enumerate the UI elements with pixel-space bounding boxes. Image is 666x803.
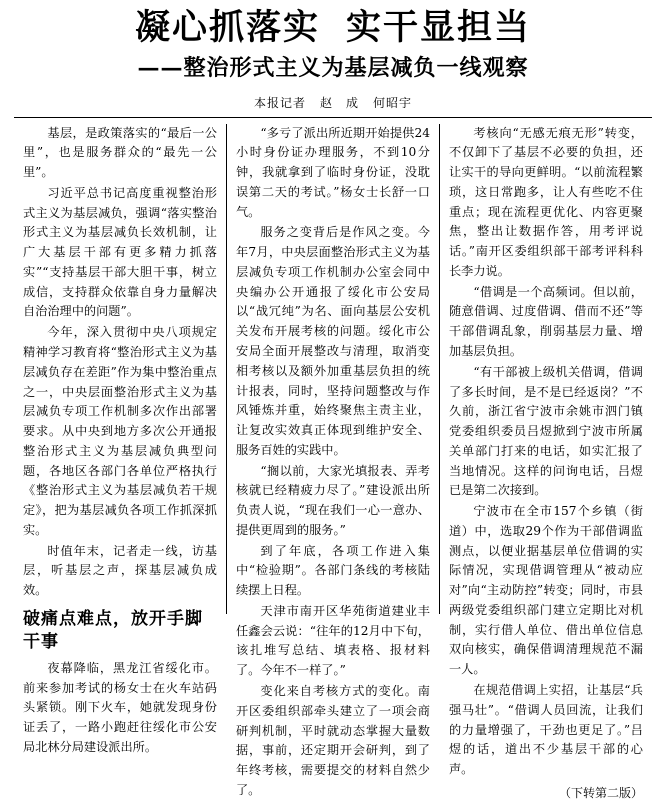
page-subheadline: ——整治形式主义为基层减负一线观察 <box>137 55 529 82</box>
paragraph: 今年，深入贯彻中央八项规定精神学习教育将“整治形式主义为基层减负存在差距”作为集中整治重点之一，中央层面整治形式主义为基层减负专项工作机制多次作出部署要求。从中央到地方多次公开通报整治形式主义为基层减负典型问题，各地区各部门各单位严格执行《整治形式主义为基层减负若干规定》，把为基层减负各项工作抓深抓实。 <box>23 325 217 537</box>
section-subheading: 破痛点难点，放开手脚干事 <box>23 608 203 652</box>
paragraph: 时值年末，记者走一线，访基层，听基层之声，探基层减负成效。 <box>23 543 217 598</box>
column-2 <box>226 124 439 797</box>
byline-author-1: 赵 成 <box>319 95 359 110</box>
paragraph: “搁以前，大家光填报表、弄考核就已经精疲力尽了。”建设派出所负责人说，“现在我们一心一意办、提供更周到的服务。” <box>236 463 430 537</box>
byline <box>14 94 652 111</box>
paragraph: 考核向“无感无痕无形”转变，不仅卸下了基层不必要的负担，还让实干的导向更鲜明。“以前流程繁琐，这日常跑多，让人有些吃不住重点；现在流程更优化、内容更聚焦，整出让数据作答，用考评说话。”南开区委组织部干部考评科科长李力说。 <box>449 125 643 278</box>
paragraph: 夜幕降临，黑龙江省绥化市。前来参加考试的杨女士在火车站码头紧锁。刚下火车，她就发现身份证丢了，一路小跑赶往绥化市公安局北林分局建设派出所。 <box>23 660 217 754</box>
paragraph: 服务之变背后是作风之变。今年7月，中央层面整治形式主义为基层减负专项工作机制办公室会同中央编办公开通报了绥化市公安局以“战冗纯”为名、面向基层公安机关发布开展考核的问题。绥化市公安局全面开展整改与清理，取消变相考核以及额外加重基层负担的统计报表，同时，坚持问题整改与作风锤炼并重，始终聚焦主责主业，让复改实效真正体现到维护安全、服务百姓的实践中。 <box>236 225 430 457</box>
header-divider <box>14 117 652 118</box>
paragraph: 天津市南开区华苑街道建业丰任鑫会云说：“往年的12月中下旬，该扎堆写总结、填表格、报材料了。今年不一样了。” <box>236 603 430 678</box>
paragraph: “有干部被上级机关借调，借调了多长时间，是不是已经返岗？”不久前，浙江省宁波市余姚市泗门镇党委组织委员吕煜掀到宁波市所属关单部门打来的电话，如实汇报了当地情况。这样的问询电话，吕煜已是第二次接到。 <box>449 364 643 498</box>
byline-author-2: 何昭宇 <box>373 95 413 110</box>
article-columns <box>14 124 652 800</box>
headline-part-2: 实干显担当 <box>346 7 532 48</box>
paragraph: 习近平总书记高度重视整治形式主义为基层减负，强调“落实整治形式主义为基层减负长效机制，让广大基层干部有更多精力抓落实”“支持基层干部大胆干事，树立成信，支持群众依靠自身力量解决自治治理中的问题”。 <box>23 185 217 319</box>
headline-part-1: 凝心抓落实 <box>134 7 320 48</box>
paragraph: 到了年底，各项工作进入集中“检验期”。各部门条线的考核陆续摆上日程。 <box>236 543 430 598</box>
paragraph: 变化来自考核方式的变化。南开区委组织部牵头建立了一项会商研判机制，平时就动态掌握大量数据，事前，还定期开会研判，到了年终考核，需要提交的材料自然少了。 <box>236 684 430 797</box>
column-1 <box>14 124 226 754</box>
byline-source: 本报记者 <box>253 95 306 110</box>
page-headline <box>14 8 652 47</box>
paragraph: 在规范借调上实招，让基层“兵强马壮”。“借调人员回流，让我们的力量增强了，干劲也更足了。”吕煜的话，道出不少基层干部的心声。 <box>449 683 643 777</box>
paragraph: “多亏了派出所近期开始提供24小时身份证办理服务，不到10分钟，我就拿到了临时身份证，没耽误第二天的考试。”杨女士长舒一口气。 <box>236 125 430 219</box>
paragraph: “借调是一个高频词。但以前，随意借调、过度借调、借而不还”等干部借调乱象，削弱基层力量、增加基层负担。 <box>449 284 643 358</box>
column-3 <box>439 124 652 800</box>
paragraph: 基层，是政策落实的“最后一公里”，也是服务群众的“最先一公里”。 <box>23 125 217 180</box>
paragraph: 宁波市在全市157个乡镇（街道）中，选取29个作为干部借调监测点，以便业据基层单位借调的实际情况，实现借调管理从“被动应对”向“主动防控”转变；同时，市县两级党委组织部门建立定期比对机制，实行借人单位、借出单位信息双向核实，确保借调清理规范不漏一人。 <box>449 504 643 677</box>
continuation-note: （下转第二版） <box>558 785 643 800</box>
